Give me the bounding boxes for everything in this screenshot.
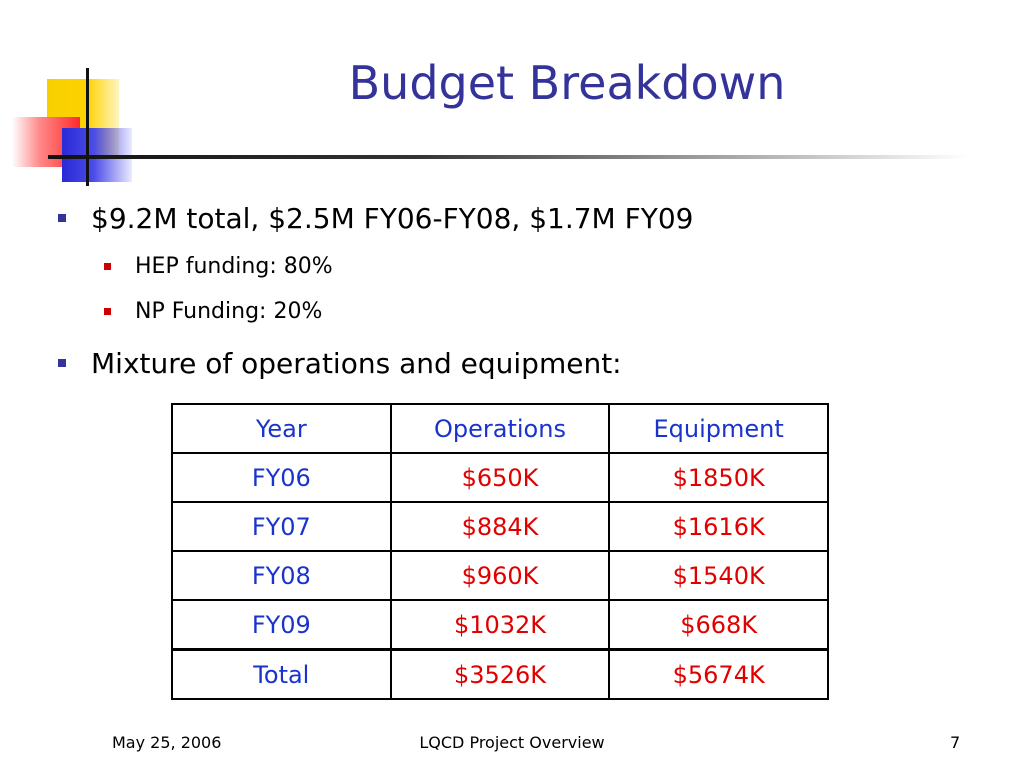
operations-cell: $960K [391,551,610,600]
equipment-cell: $1540K [609,551,828,600]
year-cell: FY07 [172,502,391,551]
table-header-row [172,404,828,453]
sub-bullet-text: NP Funding: 20% [135,298,323,324]
title-underline [48,155,968,159]
decorative-logo [0,0,160,200]
slide-title: Budget Breakdown [348,56,786,110]
year-cell: FY06 [172,453,391,502]
operations-cell: $884K [391,502,610,551]
operations-cell: $650K [391,453,610,502]
year-cell: FY08 [172,551,391,600]
sub-bullet-text: HEP funding: 80% [135,253,333,279]
sub-bullet-item [104,293,322,329]
page-number: 7 [950,733,961,752]
header-cell: Year [172,404,391,453]
footer-title: LQCD Project Overview [419,733,605,752]
bullet-item [58,198,693,238]
total-equipment-cell: $5674K [609,650,828,700]
vertical-rule [86,68,89,186]
table-total-row [172,650,828,700]
square-bullet-icon [58,214,66,222]
total-operations-cell: $3526K [391,650,610,700]
year-cell: FY09 [172,600,391,650]
sub-bullet-item [104,248,333,284]
square-bullet-icon [104,308,111,315]
table-row [172,600,828,650]
operations-cell: $1032K [391,600,610,650]
total-label-cell: Total [172,650,391,700]
table-row [172,453,828,502]
equipment-cell: $668K [609,600,828,650]
equipment-cell: $1616K [609,502,828,551]
header-cell: Operations [391,404,610,453]
square-bullet-icon [58,359,66,367]
bullet-text: Mixture of operations and equipment: [91,346,622,380]
equipment-cell: $1850K [609,453,828,502]
bullet-text: $9.2M total, $2.5M FY06-FY08, $1.7M FY09 [91,201,694,235]
footer-date: May 25, 2006 [112,733,222,752]
table-row [172,502,828,551]
budget-table [171,403,829,700]
table-row [172,551,828,600]
header-cell: Equipment [609,404,828,453]
square-bullet-icon [104,263,111,270]
bullet-item [58,343,622,383]
